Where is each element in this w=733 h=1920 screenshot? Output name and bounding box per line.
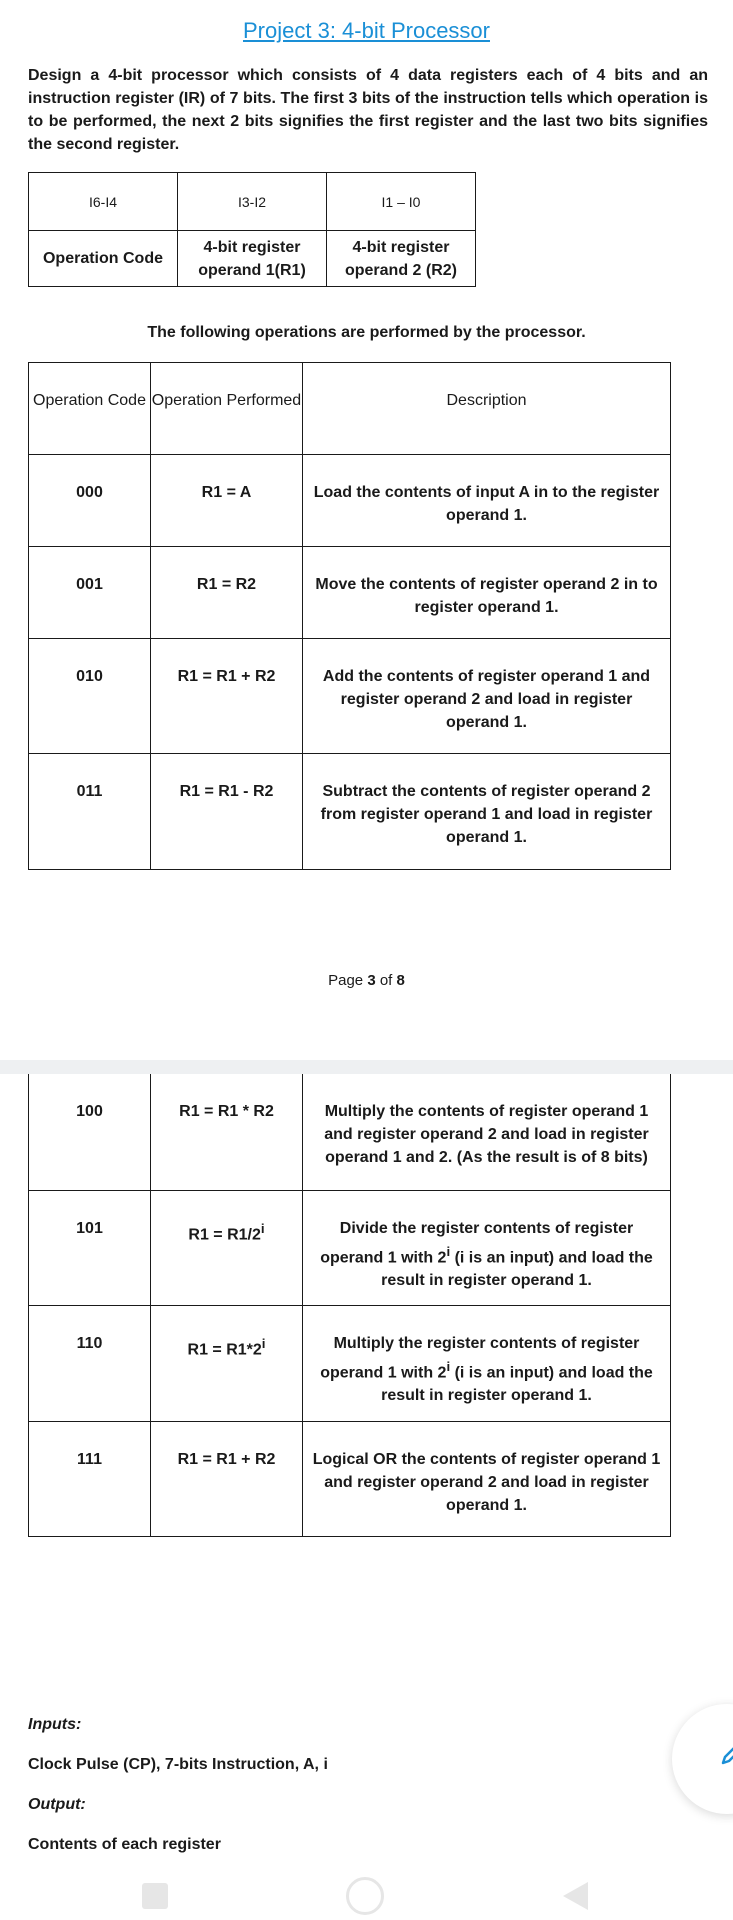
op-code: 100 — [29, 1074, 151, 1190]
operations-table — [28, 362, 671, 870]
op-description — [303, 1190, 671, 1305]
ir-header-r1-bits: I3-I2 — [178, 173, 327, 231]
op-performed: R1 = R1 + R2 — [151, 1421, 303, 1536]
page-separator — [0, 1060, 733, 1074]
op-description-pre: Divide the register contents of register operand 1 with 2 — [320, 1219, 634, 1266]
table-row — [29, 1074, 671, 1190]
op-performed-base: R1 = R1*2 — [187, 1340, 262, 1358]
op-description: Load the contents of input A in to the register operand 1. — [303, 455, 671, 547]
op-performed: R1 = A — [151, 455, 303, 547]
recent-apps-icon[interactable] — [142, 1883, 168, 1909]
document-page-4 — [0, 1074, 733, 1920]
op-performed-exponent: i — [260, 1220, 265, 1236]
op-description — [303, 1305, 671, 1421]
op-description: Subtract the contents of register operand 2 from register operand 1 and load in register operand 1. — [303, 754, 671, 870]
ir-cell-r2: 4-bit register operand 2 (R2) — [327, 231, 476, 287]
table-row — [29, 1421, 671, 1536]
output-value: Contents of each register — [28, 1836, 221, 1853]
op-performed — [151, 1305, 303, 1421]
ir-header-r2-bits: I1 – I0 — [327, 173, 476, 231]
table-row — [29, 455, 671, 547]
op-performed: R1 = R1 * R2 — [151, 1074, 303, 1190]
page-number — [0, 972, 733, 989]
op-code: 011 — [29, 754, 151, 870]
table-row — [29, 547, 671, 639]
inputs-label: Inputs: — [28, 1716, 82, 1733]
op-performed-exponent: i — [261, 1335, 266, 1351]
ir-cell-r1: 4-bit register operand 1(R1) — [178, 231, 327, 287]
header-operation-code: Operation Code — [29, 363, 151, 455]
op-code: 101 — [29, 1190, 151, 1305]
op-description-exponent: i — [446, 1358, 451, 1374]
op-performed: R1 = R1 - R2 — [151, 754, 303, 870]
op-description-post: (i is an input) and load the result in register operand 1. — [381, 1248, 653, 1289]
op-performed: R1 = R1 + R2 — [151, 639, 303, 754]
op-description: Logical OR the contents of register operand 1 and register operand 2 and load in register operand 1. — [303, 1421, 671, 1536]
op-code: 010 — [29, 639, 151, 754]
table-row — [29, 639, 671, 754]
page-title[interactable]: Project 3: 4-bit Processor — [243, 18, 490, 43]
edit-fab-button[interactable] — [672, 1704, 733, 1814]
op-description: Move the contents of register operand 2 in to register operand 1. — [303, 547, 671, 639]
op-code: 001 — [29, 547, 151, 639]
op-description-pre: Multiply the register contents of register operand 1 with 2 — [320, 1334, 640, 1381]
page-number-current: 3 — [367, 972, 376, 989]
pencil-icon — [720, 1744, 733, 1766]
output-label: Output: — [28, 1796, 86, 1813]
home-icon[interactable] — [346, 1877, 384, 1915]
op-description: Add the contents of register operand 1 and register operand 2 and load in register operand 1. — [303, 639, 671, 754]
op-performed: R1 = R2 — [151, 547, 303, 639]
op-code: 110 — [29, 1305, 151, 1421]
op-code: 111 — [29, 1421, 151, 1536]
page-number-total: 8 — [396, 972, 405, 989]
inputs-value: Clock Pulse (CP), 7-bits Instruction, A, i — [28, 1756, 328, 1773]
back-icon[interactable] — [560, 1880, 590, 1912]
op-description-exponent: i — [446, 1243, 451, 1259]
header-operation-performed: Operation Performed — [151, 363, 303, 455]
op-performed — [151, 1190, 303, 1305]
op-performed-base: R1 = R1/2 — [188, 1225, 261, 1243]
page-number-prefix: Page — [328, 972, 364, 989]
table-row — [29, 1305, 671, 1421]
ir-cell-opcode: Operation Code — [29, 231, 178, 287]
operations-table-continued — [28, 1074, 671, 1537]
instruction-register-table — [28, 172, 476, 287]
op-description: Multiply the contents of register operand 1 and register operand 2 and load in register operand 1 and 2. (As the result is of 8 bits) — [303, 1074, 671, 1190]
table-row — [29, 754, 671, 870]
page-number-of: of — [379, 972, 393, 989]
intro-paragraph: Design a 4-bit processor which consists of 4 data registers each of 4 bits and an instruction register (IR) of 7 bits. The first 3 bits of the instruction tells which operation is to be performed, the next 2 bits signifies the first register and the last two bits signifies the second register. — [28, 67, 708, 153]
ir-header-opcode-bits: I6-I4 — [29, 173, 178, 231]
table-row — [29, 1190, 671, 1305]
header-description: Description — [303, 363, 671, 455]
op-description-post: (i is an input) and load the result in register operand 1. — [381, 1363, 653, 1404]
op-code: 000 — [29, 455, 151, 547]
operations-caption: The following operations are performed by the processor. — [147, 324, 586, 341]
